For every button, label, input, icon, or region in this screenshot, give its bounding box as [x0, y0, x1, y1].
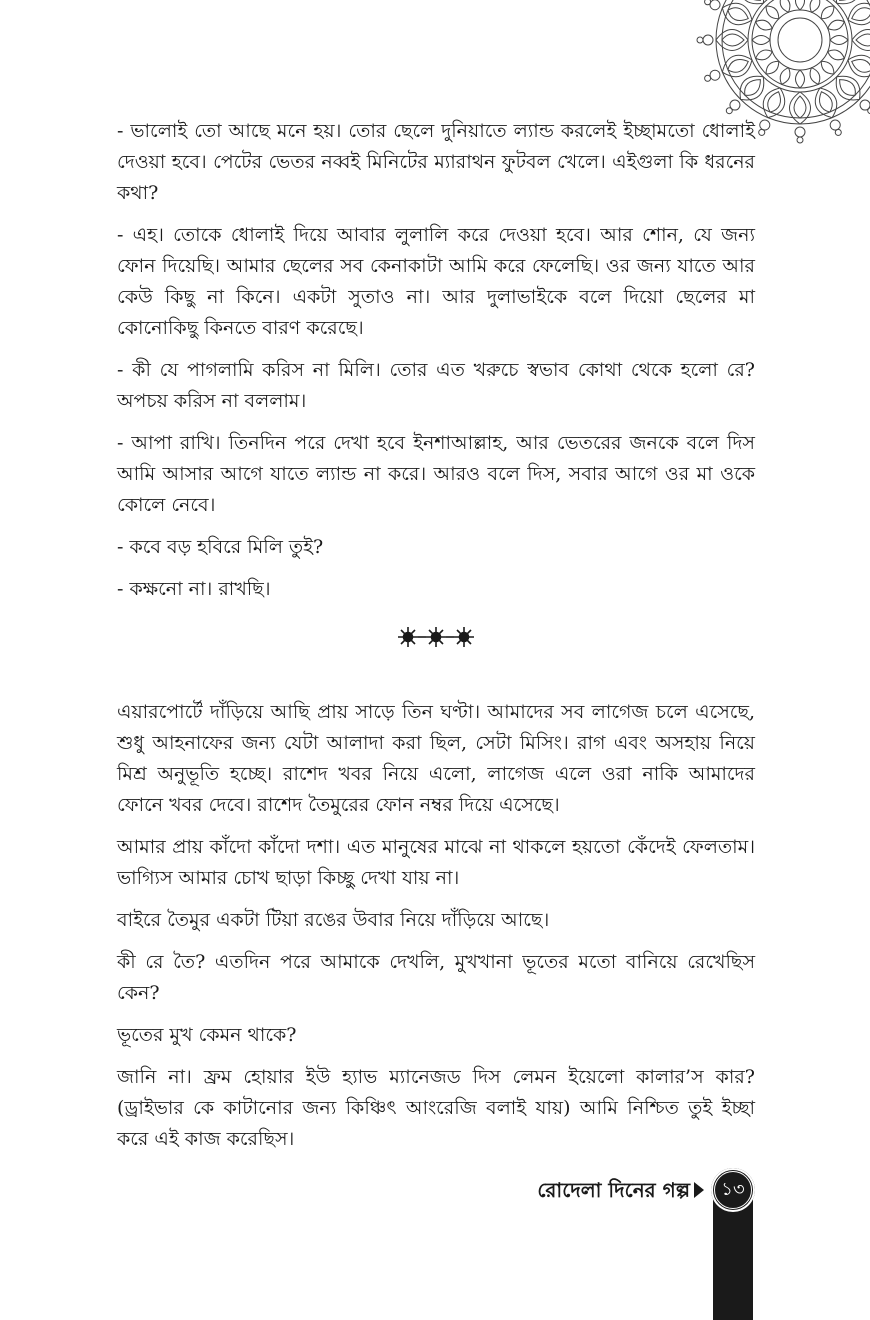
dialogue-paragraph-4: - আপা রাখি। তিনদিন পরে দেখা হবে ইনশাআল্লাহ, আর ভেতরের জনকে বলে দিস আমি আসার আগে যাতে ল্যান্ড না করে। আরও বলে দিস, সবার আগে ওর মা ওকে কোলে নেবে। — [117, 432, 755, 516]
narrative-paragraph-3: বাইরে তৈমুর একটা টিয়া রঙের উবার নিয়ে দাঁড়িয়ে আছে। — [117, 909, 550, 931]
dialogue-paragraph-3: - কী যে পাগলামি করিস না মিলি। তোর এত খরুচে স্বভাব কোথা থেকে হলো রে? অপচয় করিস না বললাম। — [117, 359, 755, 412]
arrow-right-icon — [694, 1182, 704, 1198]
dialogue-paragraph-6: - কক্ষনো না। রাখছি। — [117, 578, 271, 600]
narrative-paragraph-2: আমার প্রায় কাঁদো কাঁদো দশা। এত মানুষের মাঝে না থাকলে হয়তো কেঁদেই ফেলতাম। ভাগ্যিস আমার চোখ ছাড়া কিচ্ছু দেখা যায় না। — [117, 836, 755, 889]
book-title: রোদেলা দিনের গল্প — [537, 1178, 690, 1202]
dialogue-paragraph-5: - কবে বড় হবিরে মিলি তুই? — [117, 536, 324, 558]
narrative-paragraph-6: জানি না। ফ্রম হোয়ার ইউ হ্যাভ ম্যানেজড দিস লেমন ইয়েলো কালার’স কার? (ড্রাইভার কে কাটানোর জন্য কিঞ্চিৎ আংরেজি বলাই যায়) আমি নিশ্চিত তুই ইচ্ছা করে এই কাজ করেছিস। — [117, 1066, 755, 1150]
dialogue-paragraph-2: - এহ। তোকে ধোলাই দিয়ে আবার লুলালি করে দেওয়া হবে। আর শোন, যে জন্য ফোন দিয়েছি। আমার ছেলের সব কেনাকাটা আমি করে ফেলেছি। ওর জন্য যাতে আর কেউ কিছু না কিনে। একটা সুতাও না। আর দুলাভাইকে বলে দিয়ো ছেলের মা কোনোকিছু কিনতে বারণ করেছে। — [117, 224, 755, 339]
section-break-ornament — [117, 617, 755, 657]
page-number-badge — [711, 1168, 755, 1212]
page-number: ১৩ — [714, 1171, 752, 1209]
narrative-paragraph-5: ভূতের মুখ কেমন থাকে? — [117, 1024, 297, 1046]
narrative-paragraph-1: এয়ারপোর্টে দাঁড়িয়ে আছি প্রায় সাড়ে তিন ঘণ্টা। আমাদের সব লাগেজ চলে এসেছে, শুধু আহনাফের জন্য যেটা আলাদা করা ছিল, সেটা মিসিং। রাগ এবং অসহায় নিয়ে মিশ্র অনুভূতি হচ্ছে। রাশেদ খবর নিয়ে এলো, লাগেজ এলে ওরা নাকি আমাদের ফোনে খবর দেবে। রাশেদ তৈমুরের ফোন নম্বর দিয়ে এসেছে। — [117, 701, 755, 816]
dialogue-paragraph-1: - ভালোই তো আছে মনে হয়। তোর ছেলে দুনিয়াতে ল্যান্ড করলেই ইচ্ছামতো ধোলাই দেওয়া হবে। পেটের ভেতর নব্বই মিনিটের ম্যারাথন ফুটবল খেলে। এইগুলা কি ধরনের কথা? — [117, 120, 755, 204]
narrative-paragraph-4: কী রে তৈ? এতদিন পরে আমাকে দেখলি, মুখখানা ভূতের মতো বানিয়ে রেখেছিস কেন? — [117, 951, 755, 1004]
main-text — [117, 116, 755, 1166]
